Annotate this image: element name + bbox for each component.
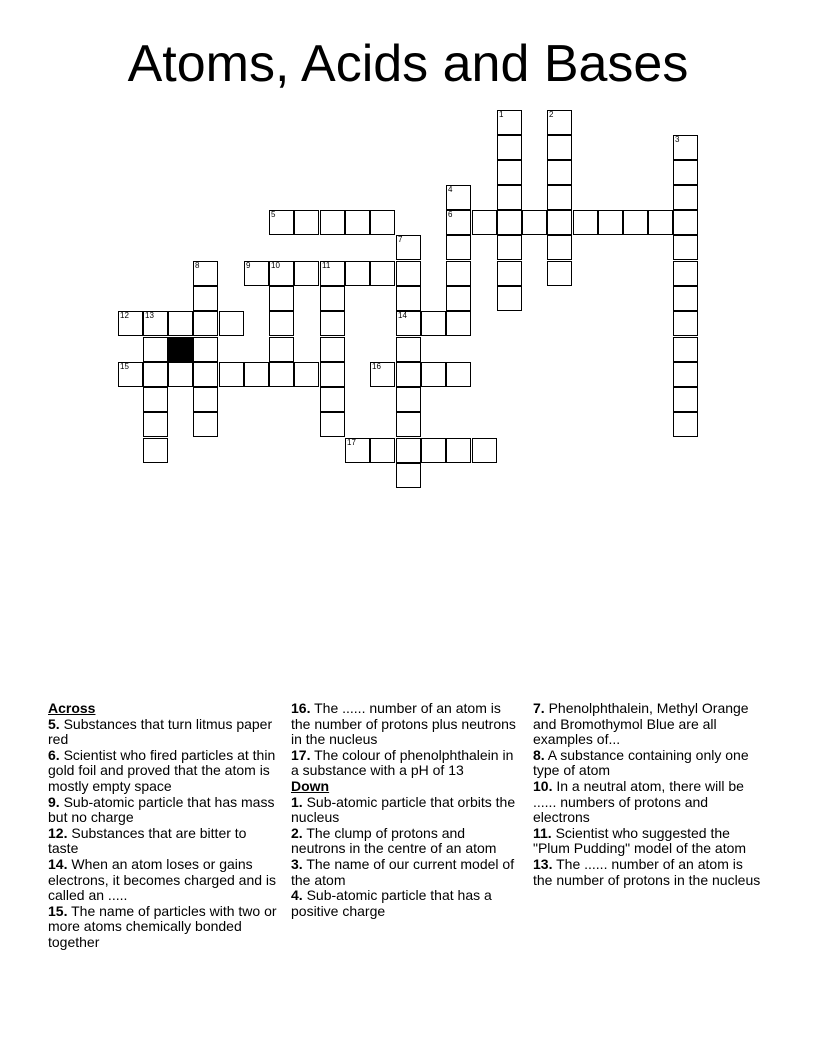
crossword-cell[interactable] [320,261,345,286]
crossword-cell[interactable] [673,210,698,235]
clue-list [533,701,765,888]
crossword-cell[interactable] [497,210,522,235]
clue-number: 8 [195,261,200,270]
crossword-cell[interactable] [421,311,446,336]
down-heading: Down [291,777,330,794]
crossword-cell[interactable] [446,185,471,210]
crossword-cell[interactable] [269,210,294,235]
crossword-cell[interactable] [345,210,370,235]
clue-text: Substances that turn litmus paper red [48,715,273,748]
clue [48,904,280,951]
crossword-grid [0,0,816,500]
clue-number-label: 9. [48,793,60,810]
clue [291,701,523,748]
crossword-cell[interactable] [497,160,522,185]
clue-list [291,795,523,920]
clue-number: 7 [398,235,403,244]
clue [48,795,280,826]
crossword-cell[interactable] [673,362,698,387]
clue-number-label: 12. [48,824,68,841]
crossword-cell[interactable] [118,311,143,336]
clue [291,748,523,779]
clue-text: Scientist who fired particles at thin gold foil and proved that the atom is mostly empty space [48,746,276,794]
crossword-cell[interactable] [396,286,421,311]
crossword-cell[interactable] [547,235,572,260]
crossword-cell[interactable] [193,362,218,387]
clues-column-2 [291,701,523,919]
clue [533,748,765,779]
clue-number: 11 [322,261,331,270]
clue-number: 14 [398,311,407,320]
crossword-cell[interactable] [320,286,345,311]
crossword-block [168,337,193,362]
clue-number: 13 [145,311,154,320]
clue-number: 6 [448,210,453,219]
clue [291,857,523,888]
clues-column-1 [48,701,280,951]
crossword-cell[interactable] [193,337,218,362]
crossword-cell[interactable] [345,438,370,463]
crossword-cell[interactable] [143,438,168,463]
clue-text: In a neutral atom, there will be ...... numbers of protons and electrons [533,777,744,826]
crossword-cell[interactable] [547,185,572,210]
crossword-cell[interactable] [320,210,345,235]
crossword-cell[interactable] [294,261,319,286]
crossword-cell[interactable] [193,286,218,311]
clue-number-label: 7. [533,700,545,716]
crossword-cell[interactable] [168,362,193,387]
crossword-cell[interactable] [472,210,497,235]
crossword-cell[interactable] [673,135,698,160]
crossword-cell[interactable] [673,412,698,437]
crossword-cell[interactable] [396,311,421,336]
crossword-cell[interactable] [320,311,345,336]
crossword-cell[interactable] [547,210,572,235]
crossword-cell[interactable] [294,210,319,235]
crossword-cell[interactable] [118,362,143,387]
clue-number-label: 1. [291,793,303,810]
crossword-cell[interactable] [497,110,522,135]
crossword-cell[interactable] [547,160,572,185]
crossword-cell[interactable] [497,261,522,286]
crossword-cell[interactable] [446,438,471,463]
clue [533,701,765,748]
crossword-cell[interactable] [497,135,522,160]
crossword-cell[interactable] [522,210,547,235]
clue-text: Phenolphthalein, Methyl Orange and Bromothymol Blue are all examples of... [533,700,749,748]
clue [48,748,280,795]
crossword-cell[interactable] [497,185,522,210]
crossword-cell[interactable] [446,235,471,260]
clue-number: 2 [549,110,554,119]
crossword-cell[interactable] [497,235,522,260]
crossword-cell[interactable] [370,261,395,286]
crossword-cell[interactable] [269,286,294,311]
crossword-cell[interactable] [320,412,345,437]
crossword-cell[interactable] [673,261,698,286]
crossword-cell[interactable] [396,362,421,387]
crossword-cell[interactable] [193,387,218,412]
clue-number: 16 [372,362,381,371]
crossword-cell[interactable] [547,135,572,160]
crossword-cell[interactable] [143,337,168,362]
clue-text: The ...... number of an atom is the number of protons in the nucleus [533,855,761,888]
page-title: Atoms, Acids and Bases [127,35,689,93]
crossword-cell[interactable] [673,337,698,362]
crossword-cell[interactable] [219,362,244,387]
clue-number-label: 16. [291,700,311,716]
clue-number: 17 [347,438,356,447]
clue [533,779,765,826]
clue [48,717,280,748]
crossword-cell[interactable] [673,185,698,210]
clue-number: 9 [246,261,251,270]
crossword-cell[interactable] [547,261,572,286]
crossword-cell[interactable] [143,311,168,336]
clue-number: 5 [271,210,276,219]
crossword-cell[interactable] [269,261,294,286]
clue-text: The name of our current model of the atom [291,855,515,888]
crossword-cell[interactable] [193,412,218,437]
across-heading: Across [48,700,96,716]
crossword-cell[interactable] [320,362,345,387]
clue-text: The name of particles with two or more atoms chemically bonded together [48,902,277,950]
clue-number: 1 [499,110,504,119]
crossword-cell[interactable] [396,337,421,362]
crossword-cell[interactable] [244,362,269,387]
clue-text: Sub-atomic particle that has a positive charge [291,887,492,919]
clue-text: Sub-atomic particle that orbits the nucleus [291,793,516,826]
crossword-cell[interactable] [673,235,698,260]
crossword-cell[interactable] [623,210,648,235]
clue-text: Scientist who suggested the "Plum Pudding" model of the atom [533,824,747,857]
clue-number: 12 [120,311,129,320]
crossword-cell[interactable] [446,261,471,286]
crossword-cell[interactable] [673,311,698,336]
crossword-cell[interactable] [446,286,471,311]
clue [291,888,523,919]
clue-text: When an atom loses or gains electrons, it becomes charged and is called an ..... [48,855,277,904]
crossword-cell[interactable] [345,261,370,286]
clue-number-label: 11. [533,824,552,841]
crossword-cell[interactable] [143,412,168,437]
clue-text: A substance containing only one type of atom [533,746,749,779]
clue-number: 4 [448,185,453,194]
crossword-cell[interactable] [244,261,269,286]
crossword-cell[interactable] [320,387,345,412]
crossword-cell[interactable] [396,261,421,286]
clue-list [48,717,280,951]
clue-number-label: 5. [48,715,60,732]
crossword-cell[interactable] [143,387,168,412]
crossword-cell[interactable] [673,286,698,311]
clue-number-label: 4. [291,887,303,904]
clue-number: 10 [271,261,280,270]
clue-number-label: 6. [48,746,60,763]
clue-number-label: 15. [48,902,68,919]
crossword-cell[interactable] [370,210,395,235]
clue-text: The ...... number of an atom is the number of protons plus neutrons in the nucleus [291,700,516,748]
crossword-cell[interactable] [396,235,421,260]
clue [48,857,280,904]
crossword-cell[interactable] [446,210,471,235]
crossword-cell[interactable] [673,160,698,185]
crossword-cell[interactable] [320,337,345,362]
crossword-cell[interactable] [446,362,471,387]
crossword-cell[interactable] [193,311,218,336]
crossword-cell[interactable] [497,286,522,311]
crossword-cell[interactable] [294,362,319,387]
crossword-cell[interactable] [396,463,421,488]
crossword-cell[interactable] [269,362,294,387]
clue-text: The colour of phenolphthalein in a substance with a pH of 13 [291,746,514,779]
crossword-cell[interactable] [193,261,218,286]
clue-number: 15 [120,362,129,371]
crossword-cell[interactable] [370,362,395,387]
clue-number-label: 14. [48,855,68,872]
clue-number-label: 13. [533,855,553,872]
clues-column-3 [533,701,765,888]
clue [533,857,765,888]
clue-number-label: 3. [291,855,303,872]
clue-text: Substances that are bitter to taste [48,824,247,857]
clue-text: Sub-atomic particle that has mass but no charge [48,793,275,826]
clue-number-label: 8. [533,746,545,763]
clue-list [291,701,523,779]
clue [291,826,523,857]
crossword-cell[interactable] [598,210,623,235]
crossword-cell[interactable] [168,311,193,336]
clue-number-label: 10. [533,777,553,794]
crossword-cell[interactable] [673,387,698,412]
crossword-cell[interactable] [396,412,421,437]
clue-text: The clump of protons and neutrons in the centre of an atom [291,824,497,857]
clue [291,795,523,826]
crossword-cell[interactable] [269,311,294,336]
crossword-cell[interactable] [573,210,598,235]
clue [533,826,765,857]
clue-number: 3 [675,135,680,144]
crossword-cell[interactable] [472,438,497,463]
crossword-cell[interactable] [648,210,673,235]
clue [48,826,280,857]
crossword-cell[interactable] [143,362,168,387]
crossword-cell[interactable] [421,438,446,463]
crossword-cell[interactable] [446,311,471,336]
crossword-cell[interactable] [547,110,572,135]
clue-number-label: 17. [291,746,311,763]
crossword-cell[interactable] [396,438,421,463]
crossword-cell[interactable] [396,387,421,412]
crossword-cell[interactable] [269,337,294,362]
clue-number-label: 2. [291,824,303,841]
crossword-cell[interactable] [421,362,446,387]
crossword-cell[interactable] [370,438,395,463]
crossword-cell[interactable] [219,311,244,336]
